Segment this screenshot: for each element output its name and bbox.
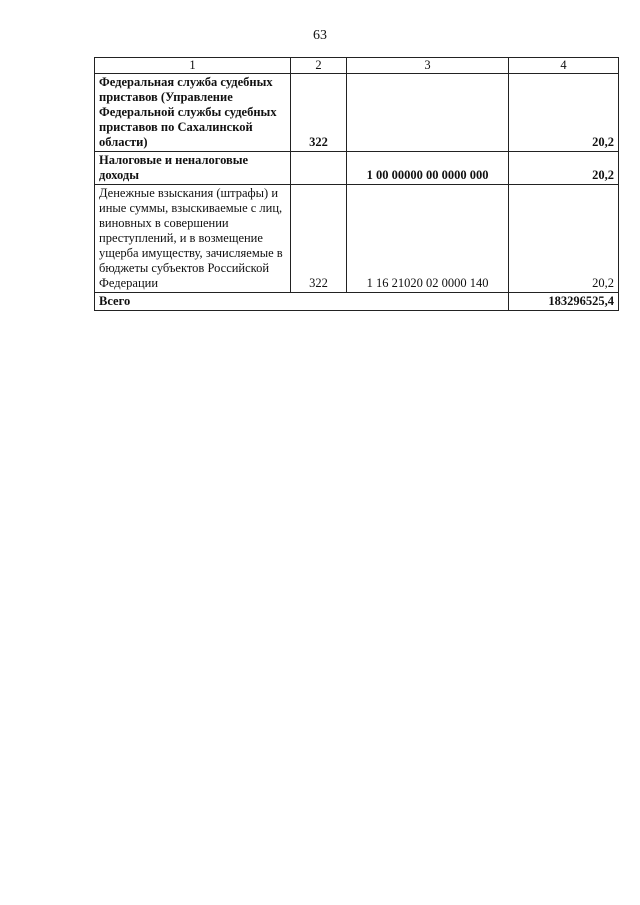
column-header-3: 3 xyxy=(347,58,509,74)
row-admin-code: 322 xyxy=(291,74,347,152)
column-header-2: 2 xyxy=(291,58,347,74)
total-label: Всего xyxy=(95,293,509,311)
row-classification-code xyxy=(347,74,509,152)
header-row xyxy=(95,58,619,74)
row-classification-code: 1 16 21020 02 0000 140 xyxy=(347,185,509,293)
table-row xyxy=(95,152,619,185)
row-admin-code xyxy=(291,152,347,185)
row-admin-code: 322 xyxy=(291,185,347,293)
row-name: Федеральная служба судебных приставов (Управление Федеральной службы судебных приставов по Сахалинской области) xyxy=(95,74,291,152)
row-name: Денежные взыскания (штрафы) и иные суммы, взыскиваемые с лиц, виновных в совершении преступлений, и в возмещение ущерба имуществу, зачисляемые в бюджеты субъектов Российской Федерации xyxy=(95,185,291,293)
row-amount: 20,2 xyxy=(509,152,619,185)
row-amount: 20,2 xyxy=(509,74,619,152)
row-amount: 20,2 xyxy=(509,185,619,293)
row-name: Налоговые и неналоговые доходы xyxy=(95,152,291,185)
table-row xyxy=(95,185,619,293)
column-header-1: 1 xyxy=(95,58,291,74)
table-row xyxy=(95,74,619,152)
total-amount: 183296525,4 xyxy=(509,293,619,311)
total-row xyxy=(95,293,619,311)
column-header-4: 4 xyxy=(509,58,619,74)
row-classification-code: 1 00 00000 00 0000 000 xyxy=(347,152,509,185)
revenue-table xyxy=(94,57,619,311)
page-number: 63 xyxy=(313,28,327,43)
